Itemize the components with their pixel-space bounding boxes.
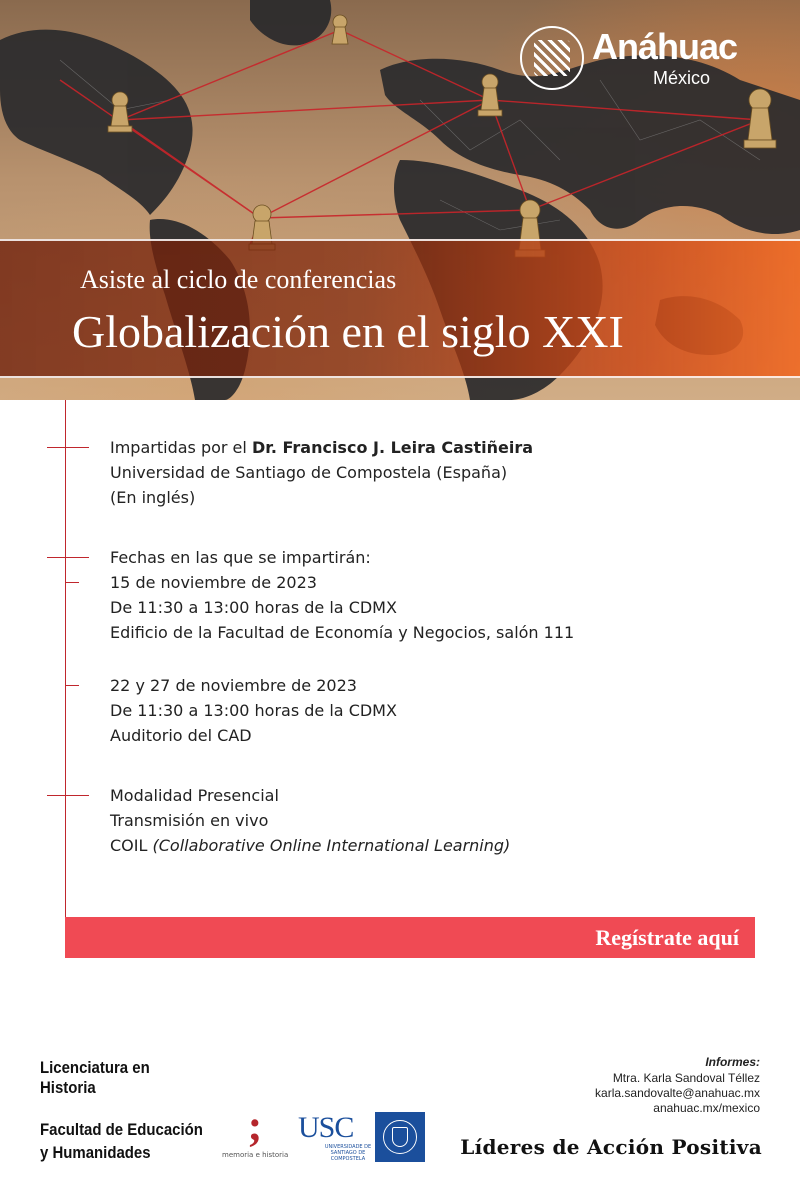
usc-letters: USC	[298, 1111, 354, 1144]
hero-image	[0, 0, 800, 400]
program-line-2: Historia	[40, 1078, 96, 1097]
speaker-line	[110, 435, 533, 460]
register-label: Regístrate aquí	[595, 925, 739, 950]
usc-logo	[298, 1112, 428, 1162]
banner-subtitle: Asiste al ciclo de conferencias	[80, 265, 397, 294]
anahuac-logo	[520, 22, 780, 92]
modality-presencial: Modalidad Presencial	[110, 786, 279, 805]
modality-coil	[110, 833, 510, 858]
memoria-historia-text: memoria e historia	[222, 1151, 289, 1159]
banner-title: Globalización en el siglo XXI	[72, 306, 624, 357]
session-2-time: De 11:30 a 13:00 horas de la CDMX	[110, 701, 397, 720]
program-name	[40, 1058, 150, 1098]
dates-heading: Fechas en las que se impartirán:	[110, 548, 371, 567]
info-website-link[interactable]: anahuac.mx/mexico	[653, 1101, 760, 1115]
university-seal-icon	[520, 26, 584, 90]
title-banner	[0, 239, 800, 378]
timeline-line	[65, 400, 66, 958]
info-contact-name: Mtra. Karla Sandoval Téllez	[612, 1071, 760, 1085]
modality-streaming: Transmisión en vivo	[110, 811, 269, 830]
timeline-tick	[47, 557, 89, 558]
session-2-date: 22 y 27 de noviembre de 2023	[110, 676, 357, 695]
timeline-tick	[47, 795, 89, 796]
speaker-name: Dr. Francisco J. Leira Castiñeira	[251, 438, 533, 457]
program-line-1: Licenciatura en	[40, 1058, 150, 1077]
coil-full-name: (Collaborative Online International Learning)	[152, 836, 511, 855]
faculty-line-2: y Humanidades	[40, 1143, 151, 1162]
usc-crest-icon	[375, 1112, 425, 1162]
info-email-link[interactable]: karla.sandovalte@anahuac.mx	[595, 1086, 760, 1100]
register-button[interactable]	[65, 917, 755, 958]
tagline: Líderes de Acción Positiva	[460, 1135, 762, 1159]
timeline-tick	[47, 447, 89, 448]
session-1-date: 15 de noviembre de 2023	[110, 573, 317, 592]
timeline-tick	[65, 685, 79, 686]
brand-subtitle: México	[653, 68, 711, 88]
memoria-historia-logo-icon: ;	[247, 1101, 263, 1150]
info-title: Informes:	[705, 1055, 760, 1069]
speaker-language: (En inglés)	[110, 488, 196, 507]
usc-full-name: UNIVERSIDADE DE SANTIAGO DE COMPOSTELA	[324, 1144, 372, 1162]
faculty-line-1: Facultad de Educación	[40, 1120, 203, 1139]
session-2-place: Auditorio del CAD	[110, 726, 252, 745]
session-1-time: De 11:30 a 13:00 horas de la CDMX	[110, 598, 397, 617]
coil-label: COIL	[110, 836, 148, 855]
session-1-place: Edificio de la Facultad de Economía y Negocios, salón 111	[110, 623, 575, 642]
faculty-name	[40, 1118, 203, 1164]
timeline-tick	[65, 582, 79, 583]
brand-name: Anáhuac	[592, 26, 738, 67]
speaker-affiliation: Universidad de Santiago de Compostela (España)	[110, 463, 508, 482]
speaker-prefix: Impartidas por el	[110, 438, 247, 457]
